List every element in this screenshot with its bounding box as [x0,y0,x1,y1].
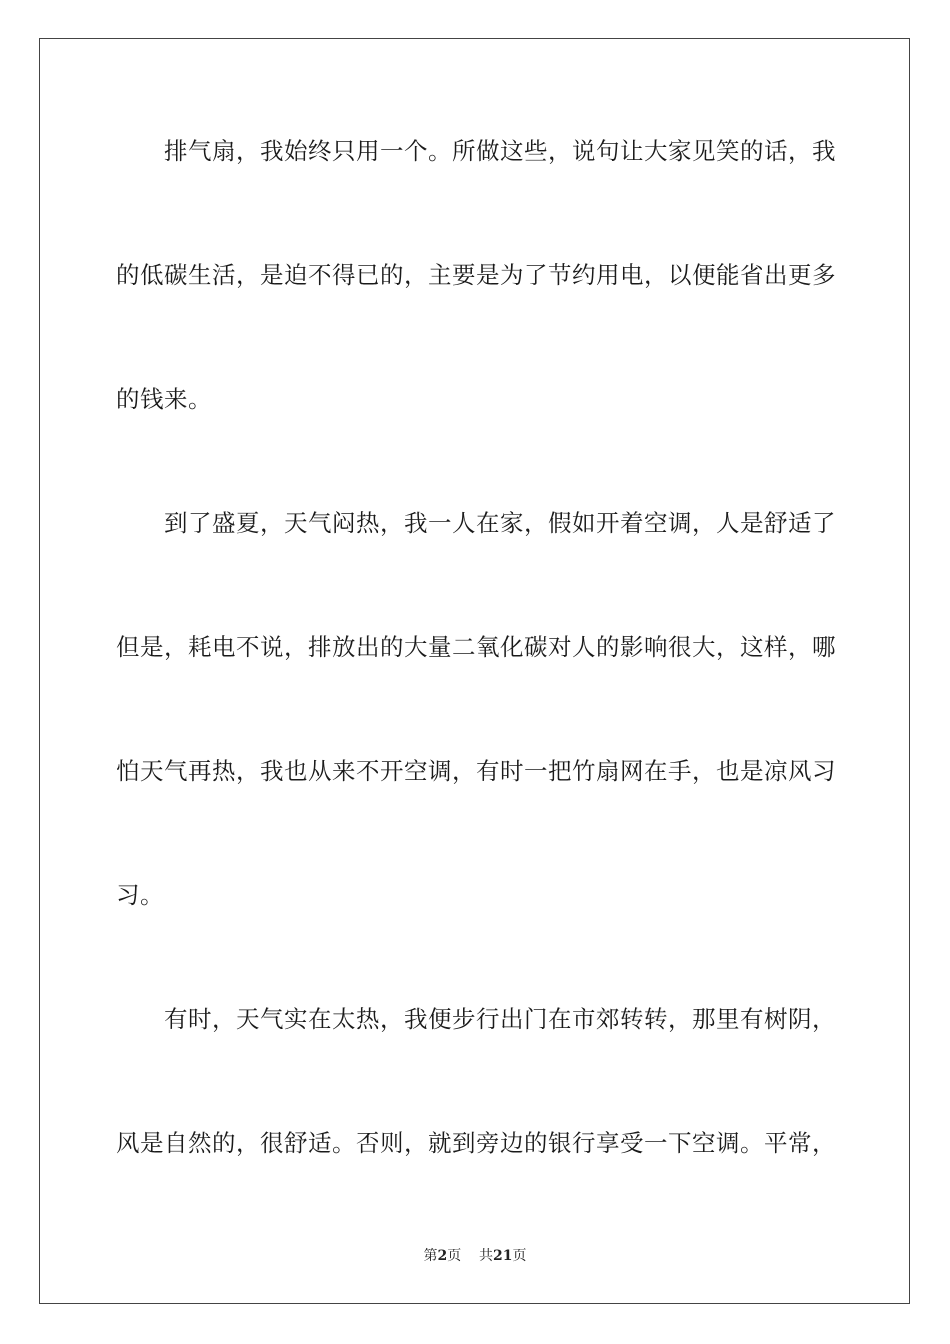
text-line-8: 有时，天气实在太热，我便步行出门在市郊转转，那里有树阴， [164,1005,836,1033]
footer-total-prefix: 共 [479,1248,494,1264]
text-line-3: 的钱来。 [116,385,212,413]
footer-page-suffix: 页 [447,1248,462,1264]
footer-total-number: 21 [493,1248,513,1264]
text-line-7: 习。 [116,881,164,909]
text-line-5: 但是，耗电不说，排放出的大量二氧化碳对人的影响很大，这样，哪 [116,633,836,661]
text-line-9: 风是自然的，很舒适。否则，就到旁边的银行享受一下空调。平常， [116,1129,836,1157]
text-line-2: 的低碳生活，是迫不得已的，主要是为了节约用电，以便能省出更多 [116,261,836,289]
footer-total-suffix: 页 [512,1248,527,1264]
footer-page-prefix: 第 [423,1248,438,1264]
page-frame [39,38,910,1304]
footer-page-number: 2 [437,1248,448,1264]
text-line-4: 到了盛夏，天气闷热，我一人在家，假如开着空调，人是舒适了 [164,509,836,537]
text-line-6: 怕天气再热，我也从来不开空调，有时一把竹扇网在手，也是凉风习 [116,757,836,785]
page-footer [0,1247,950,1265]
text-line-1: 排气扇，我始终只用一个。所做这些，说句让大家见笑的话，我 [164,137,836,165]
